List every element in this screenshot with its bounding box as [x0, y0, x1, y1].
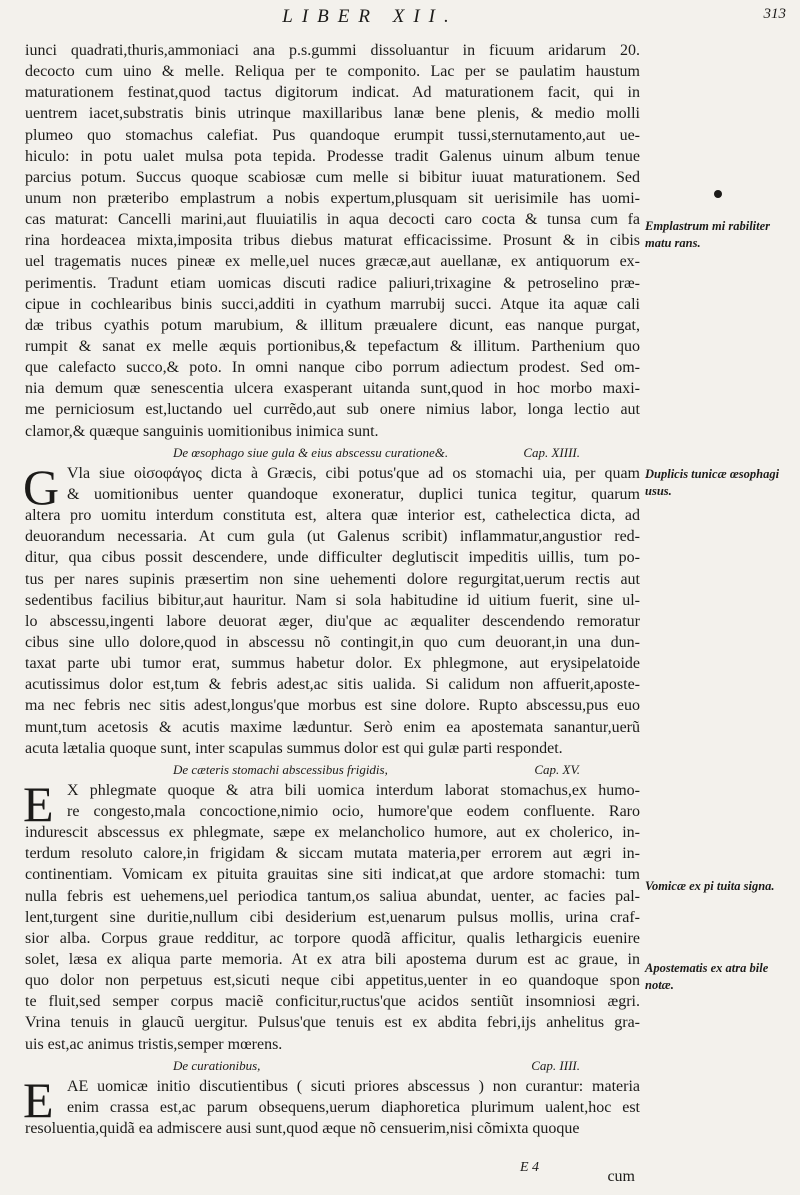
section-oesophagus [23, 458, 640, 759]
text-line: nulla febris est uehemens,uel periodica tantum,os saliua abundat, uenter, ac facies pal- [25, 887, 640, 905]
section-cold-abscesses [23, 775, 640, 1055]
text-line: taxat parte ubi tumor erat, summus habetur dolor. Ex phlegmone, aut erysipelatoide [25, 655, 640, 673]
chapter-number: Cap. IIII. [531, 1057, 580, 1073]
text-line: tus per nares supinis præsertim non sine uehementi dolore regurgitat,uerum rectis aut [25, 570, 640, 588]
text-line: indurescit abscessus ex phlegmate, sæpe ex melancholico humore, aut ex cholerico, in- [25, 824, 640, 842]
text-line: deuorandum necessaria. At cum gula (ut Galenus scribit) inflammatur,angustior red- [25, 528, 640, 546]
text-line: uis est,ac animus tristis,semper mœrens. [25, 1035, 283, 1053]
text-line: me perniciosum est,luctando uel currẽdo,aut sub onere nimius labor, longa lectio aut [25, 401, 640, 419]
text-line: & uomitionibus uenter quandoque exoneratur, duplici tunica tegitur, quarum [67, 485, 640, 503]
text-line: terdum resoluto calore,in frigidam & siccam mutata materia,per errorem aut ægri in- [25, 845, 640, 863]
text-line: Vrina tenuis in glaucũ uergitur. Pulsus'que tenuis est ex abdita febri,ijs anhelitus gra- [25, 1014, 640, 1032]
margin-note: Vomicæ ex pi tuita signa. [645, 879, 775, 893]
text-line: hiculo: in potu ualet mulsa pota tepida. Prodesse tradit Galenus uinum album tenue [25, 147, 640, 165]
text-line: uentrem iacet,substratis binis utrinque maxillaribus lanæ bene plenis, & medio molli [25, 105, 640, 123]
text-line: unum non præteribo emplastrum a nobis expertum,plusquam sit uerisimile has uomi- [25, 189, 640, 207]
text-line: cas maturat: Cancelli marini,aut fluuiatilis in aqua decocti caro cocta & tunsa cum fa [25, 211, 640, 229]
text-line: plumeo quo stomachus calefiat. Pus quandoque erumpit tussi,sternutamento,aut ue- [25, 126, 640, 144]
chapter-title: De œsophago siue gula & eius abscessu curatione&. [173, 444, 449, 460]
text-line: ditur, qua cibus possit descendere, unde difficulter deglutiscit impeditis uillis, tum po- [25, 549, 640, 567]
chapter-title: De curationibus, [173, 1057, 261, 1073]
text-line: parcius potum. Succus quoque scabiosæ cum melle si bibitur iuuat maturationem. Sed [25, 168, 640, 186]
signature-mark: E 4 [520, 1160, 540, 1175]
text-line: acutissimus dolor est,tum & febris adest,ac sitis ualida. Si calidum non affuerit,aposte- [25, 676, 640, 694]
text-line: cibus sine ullo dolore,quod in abscessu nõ contingit,in quo cum deuorant,in una dun- [25, 633, 640, 651]
text-line: iunci quadrati,thuris,ammoniaci ana p.s.gummi dissoluantur in ficuum aridarum 20. [25, 42, 640, 59]
text-line: resoluentia,quidã ea admiscere ausi sunt,quod æque nõ censuerim,nisi cõmixta quoque [25, 1120, 580, 1138]
text-line: altera pro uomitu interdum constituta est, altera quæ interior est, cathelectica dicta, ad [25, 507, 640, 525]
text-line: cipue in cochlearibus binis succi,additi in cyathum marrubij succi. Atque ita aquæ cali [25, 295, 640, 313]
text-line: clamor,& quæque sanguinis uomitionibus inimica sunt. [25, 422, 379, 440]
text-line: re congesto,mala concoctione,nimio ocio, humore'que eodem confluente. Raro [67, 803, 640, 821]
running-head [0, 4, 800, 34]
chapter-title: De cæteris stomachi abscessibus frigidis, [173, 761, 388, 777]
text-line: quo dolor non perpetuus est,sicuti neque cibi appetitus,uenter in eo quandoque spon [25, 972, 640, 990]
chapter-heading-xv [25, 759, 640, 780]
text-line: sior alba. Corpus graue redditur, ac torpore quodã afficitur, qualis lethargicis euenire [25, 929, 640, 947]
text-line: enim crassa est,ac parum obsequens,uerum diaphoretica plurimum ualent,hoc est [67, 1099, 640, 1117]
chapter-number: Cap. XV. [534, 761, 580, 777]
text-line: decocto cum uino & melle. Reliqua per te componito. Lac per se paulatim haustum [25, 63, 640, 81]
section-curationibus [23, 1071, 640, 1139]
text-line: perimentis. Tradunt etiam uomicas discuti radice paliuri,trixagine & petroselino præ- [25, 274, 640, 292]
text-line: AE uomicæ initio discutientibus ( sicuti priores abscessus ) non curantur: materia [67, 1077, 640, 1095]
text-line: continentiam. Vomicam ex pituita grauitas sine siti indicat,at que ardore stomachi: tum [25, 866, 640, 884]
text-line: que calefacto succo,& poto. In omni nanque cibo porrum adiectum prodest. Sed om- [25, 359, 640, 377]
drop-cap: E [23, 775, 54, 832]
text-line: nia demum quæ senescentia ulcera exasperant uitanda sunt,quod in hoc morbo maxi- [25, 380, 640, 398]
chapter-heading-xiiii [25, 442, 640, 463]
drop-cap: G [23, 458, 60, 515]
text-line: lo abscessu,ingenti labore deuorat æger, diu'que ac æqualiter descendendo remoratur [25, 612, 640, 630]
text-line: dæ tribus cyathis potum marubium, & illitum præualere dicunt, eas nanque purgat, [25, 316, 640, 334]
text-line: rumpit & sanat ex melle æquis portionibus,& tepefactum & illitum. Parthenium quo [25, 337, 640, 355]
margin-note: Emplastrum mi rabiliter matu rans. [645, 219, 771, 250]
text-line: maturationem festinat,quod tactus digitorum indicat. Ad maturationem facit, qui in [25, 84, 640, 102]
text-line: ma nec febris nec sitis adest,longus'que morbus est sine dolore. Rupto abscessu,pus euo [25, 697, 640, 715]
text-line: solet, læsa ex aliqua parte memoria. At ex atra bili apostema durum est ac graue, in [25, 951, 640, 969]
text-line: rina hordeacea mixta,imposita tribus diebus maturat efficacissime. Prosunt & in cibis [25, 232, 640, 250]
ink-dot [714, 190, 722, 198]
text-line: Vla siue οἰσοφάγος dicta à Græcis, cibi potus'que ad os stomachi uia, per quam [67, 464, 640, 482]
text-line: te fluit,sed semper corpus maciẽ conficitur,ructus'que acidos sentiũt insomniosi ægri. [25, 993, 640, 1011]
running-title: LIBER XII. [282, 6, 458, 27]
text-line: sedentibus facilius bibitur,aut hauritur. Nam si sola habitudine id uitium fuerit, sine ul- [25, 591, 640, 609]
text-line: X phlegmate quoque & atra bili uomica interdum laborat stomachus,ex humo- [67, 781, 640, 799]
chapter-heading-iiii [25, 1055, 640, 1076]
margin-note: Duplicis tunicæ œsophagi usus. [645, 467, 780, 498]
catchword: cum [607, 1168, 635, 1185]
text-line: uel tragematis nuces pineæ ex melle,uel nuces græcæ,aut auellanæ, ex antiquorum ex- [25, 253, 640, 271]
text-line: munt,tum acetosis & acutis maxime læduntur. Serò enim ea apostemata sanantur,uerũ [25, 718, 640, 736]
drop-cap: E [23, 1071, 54, 1128]
folio-number: 313 [763, 6, 786, 22]
text-line: lent,turgent sine duritie,nullum cibi desiderium est,uenarum pulsus mollis, urina craf- [25, 908, 640, 926]
section-uomica-maturation [25, 40, 640, 442]
chapter-number: Cap. XIIII. [523, 444, 580, 460]
text-line: acuta lætalia quoque sunt, inter scapulas summus dolor est qui gulæ parti respondet. [25, 739, 563, 757]
main-text-column [25, 40, 640, 1139]
margin-note: Apostematis ex atra bile notæ. [645, 961, 769, 992]
